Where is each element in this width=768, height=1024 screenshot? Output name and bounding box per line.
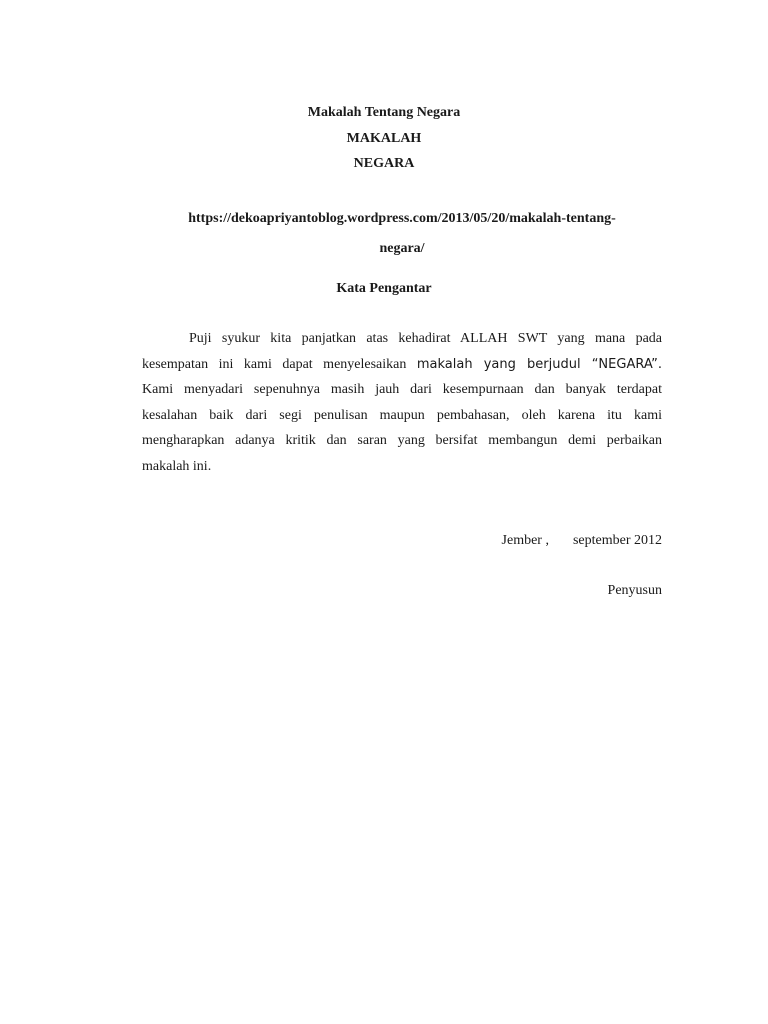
paragraph-line-2-sans-text: makalah yang berjudul “NEGARA”. <box>416 356 662 372</box>
paragraph-line-3: Kami menyadari sepenuhnya masih jauh dari kesempurnaan dan banyak terdapat <box>142 382 662 398</box>
source-url-line-1: https://dekoapriyantoblog.wordpress.com/2013/05/20/makalah-tentang- <box>188 211 616 226</box>
document-subheading: NEGARA <box>353 156 415 171</box>
document-heading: MAKALAH <box>346 131 422 146</box>
paragraph-line-2-serif-text: kesempatan ini kami dapat menyelesaikan <box>142 356 417 372</box>
section-title: Kata Pengantar <box>336 281 432 296</box>
closing-date: september 2012 <box>572 533 662 548</box>
closing-place: Jember , <box>501 533 549 548</box>
paragraph-line-1: Puji syukur kita panjatkan atas kehadirat ALLAH SWT yang mana pada <box>189 331 662 346</box>
source-url <box>146 204 658 264</box>
paragraph-line-6: makalah ini. <box>142 458 212 474</box>
place-date-line <box>502 532 662 550</box>
paragraph-line-5: mengharapkan adanya kritik dan saran yang bersifat membangun demi perbaikan <box>142 433 662 449</box>
document-title: Makalah Tentang Negara <box>307 105 461 120</box>
paragraph-line-4: kesalahan baik dari segi penulisan maupun pembahasan, oleh karena itu kami <box>142 407 662 423</box>
closing-signature: Penyusun <box>607 583 662 598</box>
source-url-line-2: negara/ <box>379 241 425 256</box>
paragraph-line-2 <box>142 352 662 378</box>
preface-paragraph <box>142 326 662 480</box>
